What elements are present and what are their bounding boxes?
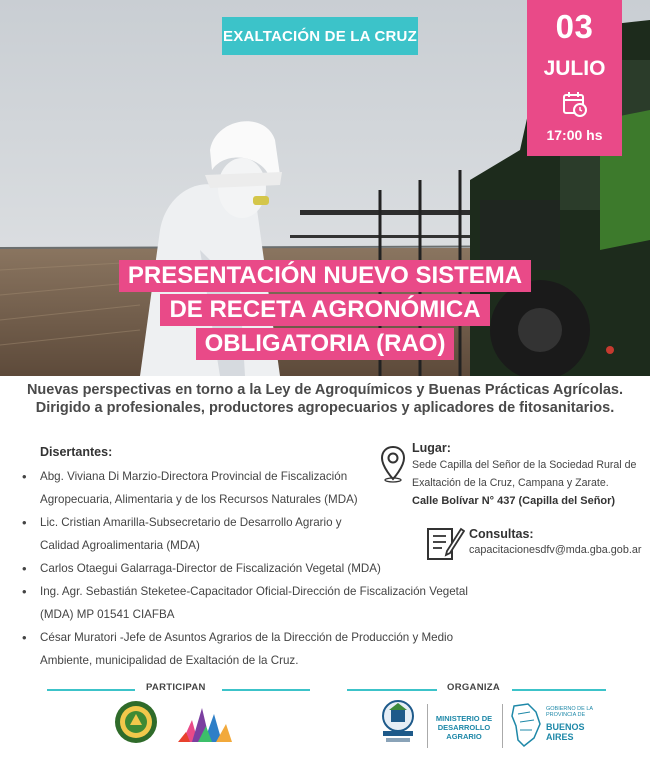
- speaker-item: [22, 580, 468, 603]
- province-small-text: [546, 706, 593, 718]
- calendar-clock-icon: [562, 90, 588, 118]
- speaker-text: Ambiente, municipalidad de Exaltación de la Cruz.: [40, 654, 299, 667]
- title-line: OBLIGATORIA (RAO): [196, 328, 455, 360]
- province-line: AIRES: [546, 732, 574, 742]
- ministry-line: DESARROLLO: [437, 723, 491, 732]
- municipality-logo: [178, 702, 234, 744]
- speaker-text: Abg. Viviana Di Marzio-Directora Provincial de Fiscalización: [40, 470, 348, 483]
- ministry-line: MINISTERIO DE: [435, 714, 493, 723]
- venue-line: Sede Capilla del Señor de la Sociedad Rural de: [412, 459, 637, 471]
- sociedad-rural-logo: [378, 698, 418, 746]
- speaker-text: Lic. Cristian Amarilla-Subsecretario de Desarrollo Agrario y: [40, 516, 342, 529]
- province-name: [546, 722, 585, 742]
- divider: [47, 689, 135, 691]
- speaker-item-cont: [22, 534, 382, 557]
- venue-line: Exaltación de la Cruz, Campana y Zarate.: [412, 477, 609, 489]
- location-tag: EXALTACIÓN DE LA CRUZ: [222, 17, 418, 55]
- province-line: BUENOS: [546, 722, 585, 732]
- date-time: 17:00 hs: [546, 127, 603, 143]
- speaker-item-cont: [22, 603, 382, 626]
- bullet: •: [22, 515, 27, 530]
- bullet: •: [22, 469, 27, 484]
- divider: [222, 689, 310, 691]
- organiza-label: ORGANIZA: [447, 682, 501, 693]
- bullet: •: [22, 630, 27, 645]
- bullet: •: [22, 561, 27, 576]
- speakers-heading: Disertantes:: [40, 445, 113, 459]
- province-line: PROVINCIA DE: [546, 712, 586, 718]
- speaker-item: [22, 511, 382, 534]
- speaker-text: Calidad Agroalimentaria (MDA): [40, 539, 200, 552]
- contact-email[interactable]: capacitacionesdfv@mda.gba.gob.ar: [469, 544, 642, 556]
- venue-heading: Lugar:: [412, 441, 451, 455]
- title-line: DE RECETA AGRONÓMICA: [160, 294, 489, 326]
- speaker-item: [22, 557, 382, 580]
- ciafba-logo: [114, 700, 158, 744]
- venue-address: [412, 456, 642, 492]
- event-title: [0, 259, 650, 361]
- date-day: 03: [555, 8, 594, 45]
- speaker-text: Agropecuaria, Alimentaria y de los Recursos Naturales (MDA): [40, 493, 358, 506]
- logo-separator: [427, 704, 428, 748]
- bullet: •: [22, 584, 27, 599]
- contact-heading: Consultas:: [469, 527, 534, 541]
- ministry-logo: [434, 714, 494, 741]
- participan-label: PARTICIPAN: [146, 682, 206, 693]
- speaker-item: [22, 626, 454, 649]
- speaker-text: Ing. Agr. Sebastián Steketee-Capacitador Oficial-Dirección de Fiscalización Vegetal: [40, 585, 468, 598]
- speaker-item-cont: [22, 649, 382, 672]
- province-map-icon: [510, 702, 542, 748]
- speaker-text: Carlos Otaegui Galarraga-Director de Fiscalización Vegetal (MDA): [40, 562, 381, 575]
- venue-street: Calle Bolívar N° 437 (Capilla del Señor): [412, 495, 616, 507]
- speaker-item-cont: [22, 488, 382, 511]
- location-pin-icon: [380, 445, 406, 483]
- document-pen-icon: [425, 523, 465, 561]
- divider: [347, 689, 437, 691]
- province-line: GOBIERNO DE LA: [546, 706, 594, 712]
- logo-separator: [502, 704, 503, 748]
- speaker-item: [22, 465, 382, 488]
- speaker-text: César Muratori -Jefe de Asuntos Agrarios de la Dirección de Producción y Medio: [40, 631, 454, 644]
- speaker-text: (MDA) MP 01541 CIAFBA: [40, 608, 175, 621]
- title-line: PRESENTACIÓN NUEVO SISTEMA: [119, 260, 531, 292]
- event-subtitle: [0, 381, 650, 417]
- ministry-line: AGRARIO: [446, 732, 482, 741]
- date-month: JULIO: [543, 57, 606, 80]
- subtitle-line: Dirigido a profesionales, productores agropecuarios y aplicadores de fitosanitarios.: [35, 400, 615, 416]
- date-badge: [527, 0, 622, 156]
- divider: [512, 689, 606, 691]
- subtitle-line: Nuevas perspectivas en torno a la Ley de Agroquímicos y Buenas Prácticas Agrícolas.: [26, 382, 624, 398]
